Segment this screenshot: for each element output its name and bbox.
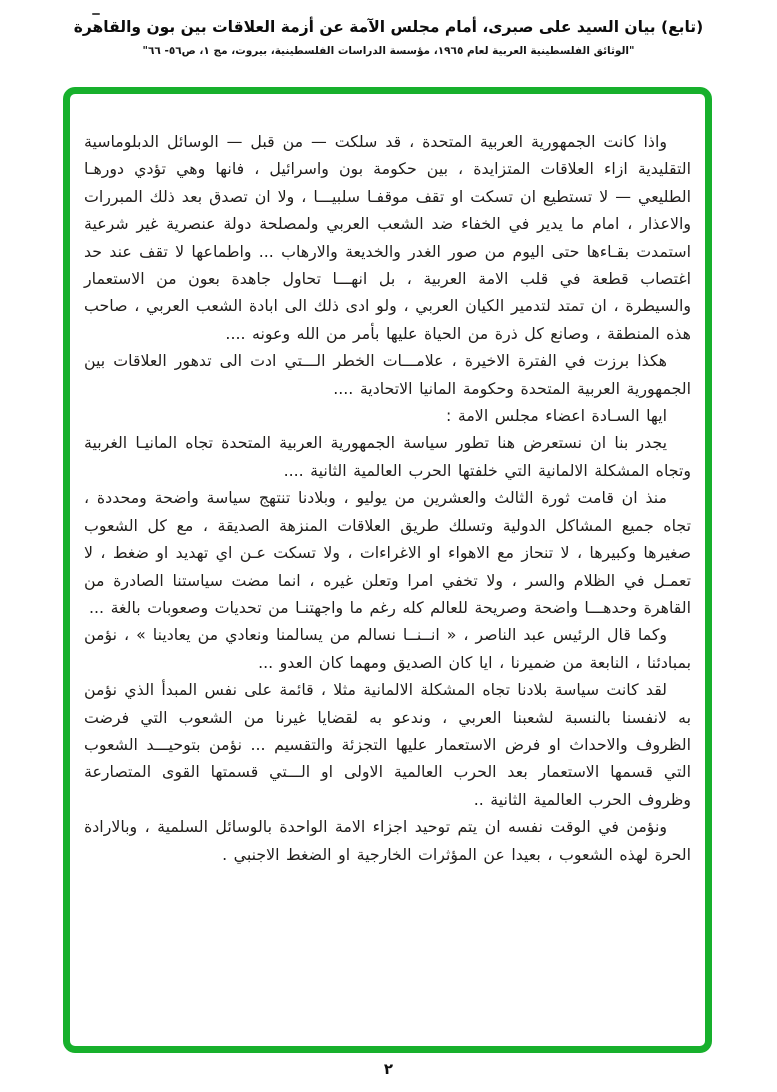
paragraph: ونؤمن في الوقت نفسه ان يتم توحيد اجزاء الامة الواحدة بالوسائل السلمية ، وبالارادة الحرة لهذه الشعوب ، بعيدا عن المؤثرات الخارجية او الضغط الاجنبي .	[84, 817, 691, 864]
paragraph: وكما قال الرئيس عبد الناصر ، « انــنــا نسالم من يسالمنا ونعادي من يعادينا » ، نؤمن بمبادئنا ، النابعة من ضميرنا ، ايا كان الصديق ومهما كان العدو ...	[84, 625, 691, 672]
paragraph: ايها السـادة اعضاء مجلس الامة :	[446, 406, 667, 426]
document-source-citation: "الوثائق الفلسطينية العربية لعام ١٩٦٥، مؤسسة الدراسات الفلسطينية، بيروت، مج ١، ص٥٦- ٦٦"	[142, 45, 635, 57]
scan-artifact-dash	[92, 13, 100, 15]
paragraph: منذ ان قامت ثورة الثالث والعشرين من يوليو ، وبلادنا تنتهج سياسة واضحة ومحددة ، تجاه جميع المشاكل الدولية وتسلك طريق العلاقات المنزهة الصديقة ، مع كل الشعوب صغيرها وكبيرها ، لا تنحاز مع الاهواء او الاغراءات ، ولا تسكت عـن اي تهديد او ضغط ، لا تعمـل في الظلام والسر ، ولا تخفي امرا وتعلن غيره ، انما مضت سياستنا الصادرة من القاهرة وحدهـــا واضحة وصريحة للعالم كله رغم ما واجهتنـا من تحديات وصعوبات بالغة ...	[84, 488, 691, 617]
page-number: ٢	[383, 1060, 394, 1078]
highlight-frame	[63, 87, 712, 1053]
document-body	[84, 128, 691, 868]
paragraph: واذا كانت الجمهورية العربية المتحدة ، قد سلكت — من قبل — الوسائل الدبلوماسية التقليدية ازاء العلاقات المتزايدة ، بين حكومة بون واسرائيل ، فانها وهي تؤدي دورهـا الطليعي — لا تستطيع ان تسكت او تقف موقفـا سلبيـــا ، ولا ان تصدق بعد ذلك المبررات والاعذار ، امام ما يدير في الخفاء ضد الشعب العربي ولمصلحة دولة عنصرية غير شرعية استمدت بقـاءها حتى اليوم من صور الغدر والخديعة والارهاب ... واطماعها لا تقف عند حد اغتصاب قطعة في قلب الامة العربية ، بل انهـــا تحاول جاهدة بعون من الاستعمار والسيطرة ، ان تمتد لتدمير الكيان العربي ، ولو ادى ذلك الى ابادة الشعب العربي ، صاحب هذه المنطقة ، وصانع كل ذرة من الحياة عليها بأمر من الله وعونه ....	[84, 132, 691, 343]
paragraph: يجدر بنا ان نستعرض هنا تطور سياسة الجمهورية العربية المتحدة تجاه المانيـا الغربية وتجاه المشكلة الالمانية التي خلفتها الحرب العالمية الثانية ....	[84, 433, 691, 480]
paragraph: هكذا برزت في الفترة الاخيرة ، علامـــات الخطر الـــتي ادت الى تدهور العلاقات بين الجمهورية العربية المتحدة وحكومة المانيا الاتحادية ....	[84, 351, 691, 398]
paragraph: لقد كانت سياسة بلادنا تجاه المشكلة الالمانية مثلا ، قائمة على نفس المبدأ الذي نؤمن به لانفسنا بالنسبة لشعبنا العربي ، وندعو به لقضايا غيرنا من الشعوب التي فرضت الظروف والاحداث او فرض الاستعمار عليها التجزئة والتقسيم ... نؤمن بتوحيـــد الشعوب التي قسمها الاستعمار بعد الحرب العالمية الاولى او الـــتي قسمتها القوى المتصارعة وظروف الحرب العالمية الثانية ..	[84, 680, 691, 809]
document-header	[0, 16, 777, 57]
document-title: (تابع) بيان السيد على صبرى، أمام مجلس الآمة عن أزمة العلاقات بين بون والقاهرة	[73, 18, 704, 36]
